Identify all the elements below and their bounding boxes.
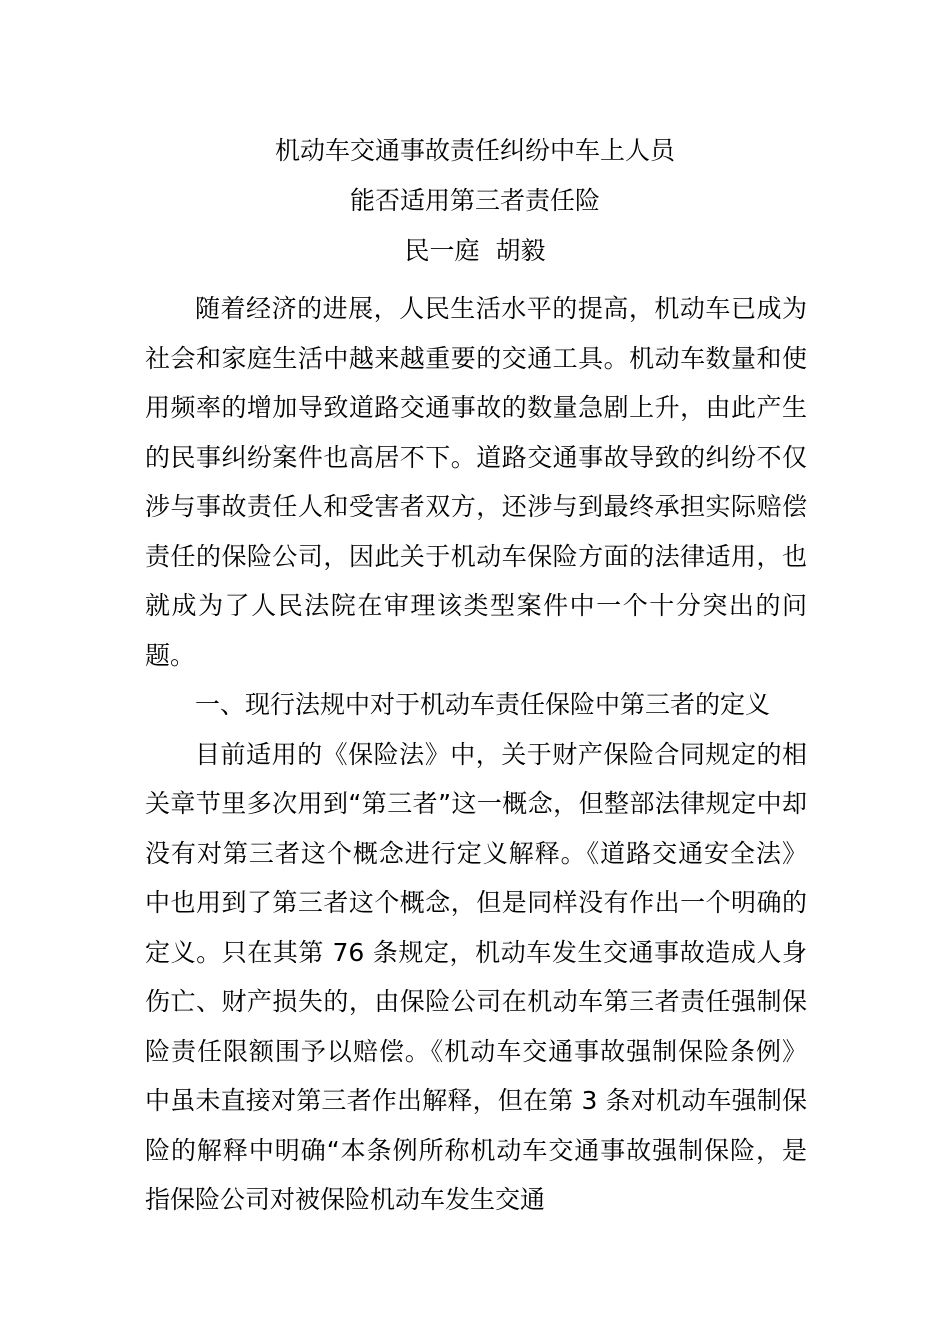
document-body <box>145 284 807 1225</box>
document-title-line-2: 能否适用第三者责任险 <box>349 186 600 215</box>
document-title-line-1: 机动车交通事故责任纠纷中车上人员 <box>274 136 675 165</box>
paragraph-definition: 目前适用的《保险法》中，关于财产保险合同规定的相关章节里多次用到“第三者”这一概念，但整部法律规定中却没有对第三者这个概念进行定义解释。《道路交通安全法》中也用到了第三者这个概念，但是同样没有作出一个明确的定义。只在其第 76 条规定，机动车发生交通事故造成人身伤亡、财产损失的，由保险公司在机动车第三者责任强制保险责任限额围予以赔偿。《机动车交通事故强制保险条例》中虽未直接对第三者作出解释，但在第 3 条对机动车强制保险的解释中明确“本条例所称机动车交通事故强制保险，是指保险公司对被保险机动车发生交通 <box>145 739 807 1214</box>
section-heading-1: 一、现行法规中对于机动车责任保险中第三者的定义 <box>195 690 771 719</box>
paragraph-introduction: 随着经济的进展，人民生活水平的提高，机动车已成为社会和家庭生活中越来越重要的交通工具。机动车数量和使用频率的增加导致道路交通事故的数量急剧上升，由此产生的民事纠纷案件也高居不下。道路交通事故导致的纠纷不仅涉与事故责任人和受害者双方，还涉与到最终承担实际赔偿责任的保险公司，因此关于机动车保险方面的法律适用，也就成为了人民法院在审理该类型案件中一个十分突出的问题。 <box>145 294 807 670</box>
document-author: 民一庭 胡毅 <box>404 236 546 265</box>
